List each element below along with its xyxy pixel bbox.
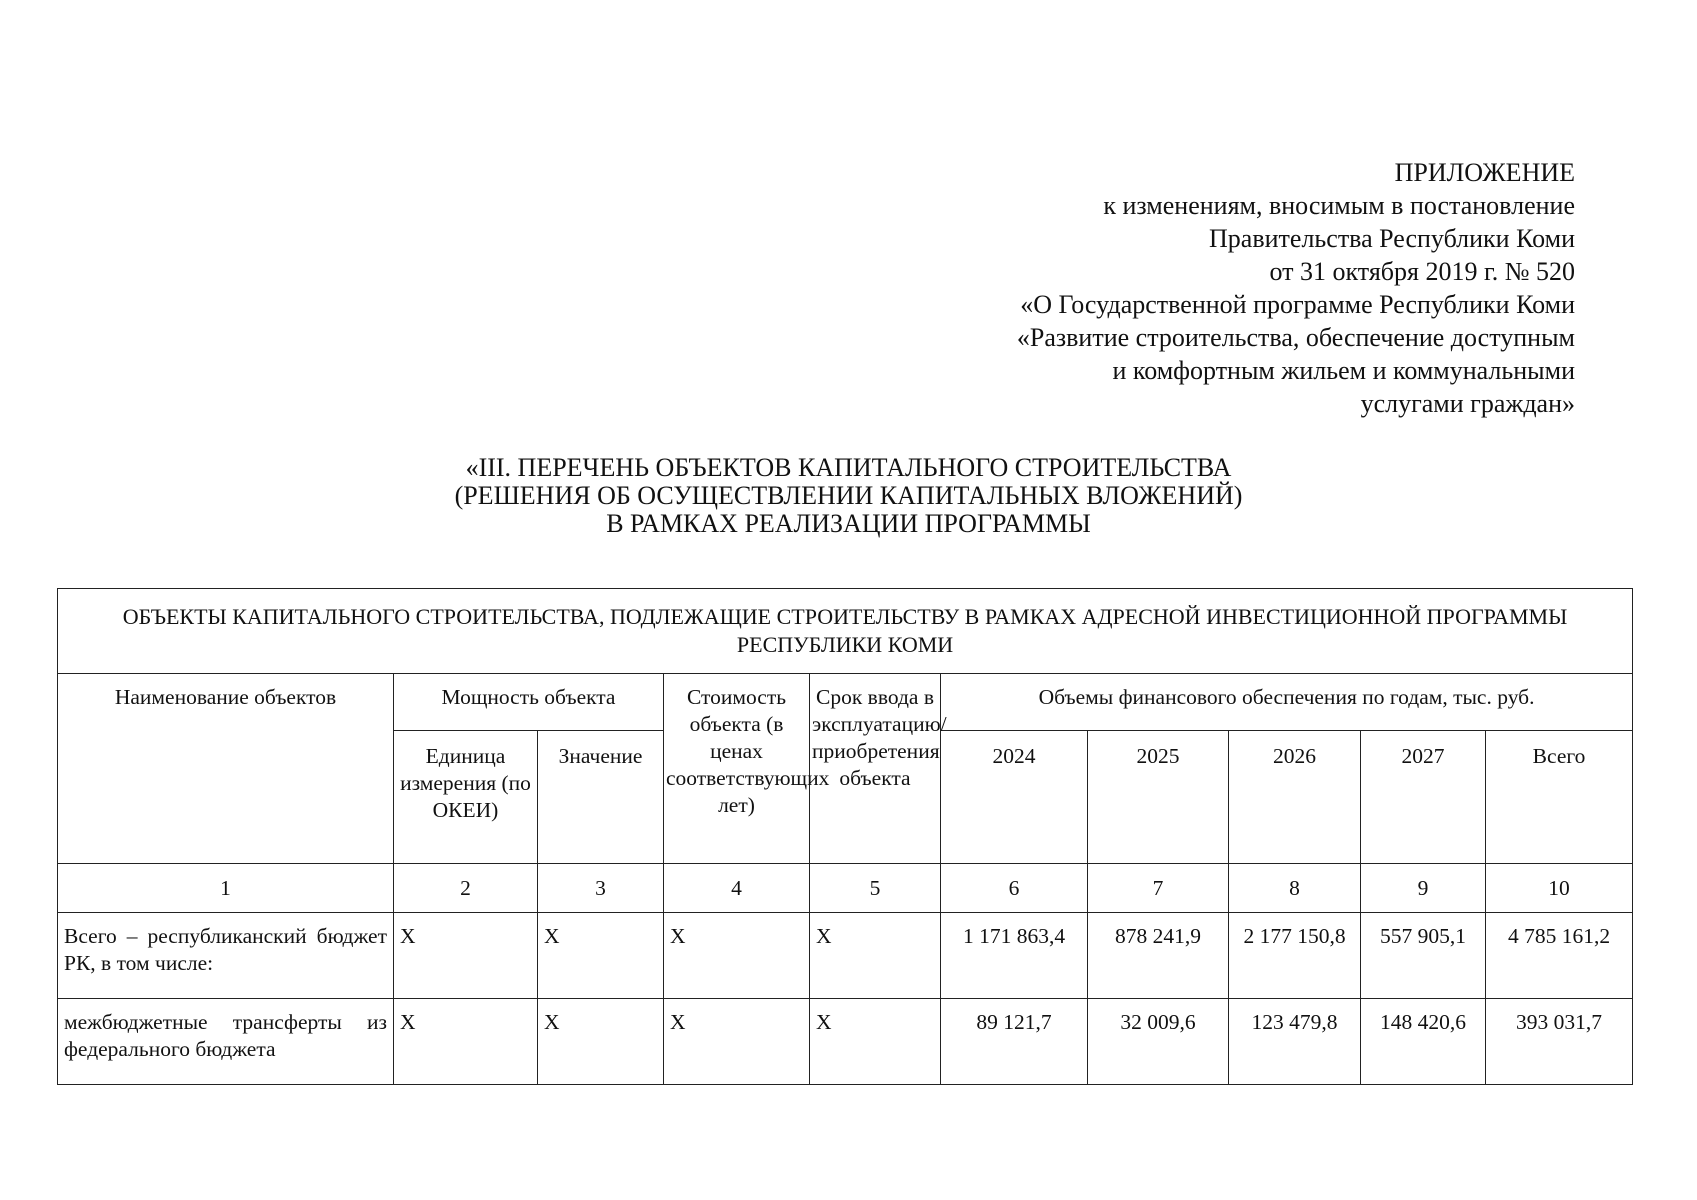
- column-number: 10: [1486, 864, 1633, 913]
- table-banner: ОБЪЕКТЫ КАПИТАЛЬНОГО СТРОИТЕЛЬСТВА, ПОДЛЕЖАЩИЕ СТРОИТЕЛЬСТВУ В РАМКАХ АДРЕСНОЙ ИНВЕСТИЦИОННОЙ ПРОГРАММЫ РЕСПУБЛИКИ КОМИ: [58, 589, 1633, 674]
- header-year-2027: 2027: [1361, 731, 1486, 864]
- table-header-row: [58, 674, 1633, 731]
- row-value: Х: [538, 999, 664, 1085]
- header-total: Всего: [1486, 731, 1633, 864]
- column-number: 6: [941, 864, 1088, 913]
- row-2024: 1 171 863,4: [941, 913, 1088, 999]
- column-number: 9: [1361, 864, 1486, 913]
- row-2026: 123 479,8: [1229, 999, 1361, 1085]
- header-term: Срок ввода в эксплуатацию/приобретения объекта: [810, 674, 941, 864]
- column-number: 8: [1229, 864, 1361, 913]
- appendix-header: [1017, 156, 1575, 420]
- appendix-line: ПРИЛОЖЕНИЕ: [1394, 158, 1575, 187]
- appendix-line: «Развитие строительства, обеспечение доступным: [1016, 323, 1575, 352]
- header-year-2024: 2024: [941, 731, 1088, 864]
- row-name: межбюджетные трансферты из федерального бюджета: [58, 999, 394, 1085]
- table-banner-row: [58, 589, 1633, 674]
- appendix-line: «О Государственной программе Республики Коми: [1020, 290, 1575, 319]
- appendix-line: Правительства Республики Коми: [1209, 224, 1575, 253]
- section-title-line: «III. ПЕРЕЧЕНЬ ОБЪЕКТОВ КАПИТАЛЬНОГО СТРОИТЕЛЬСТВА: [465, 453, 1232, 482]
- appendix-line: от 31 октября 2019 г. № 520: [1269, 257, 1575, 286]
- table-row: [58, 999, 1633, 1085]
- row-value: Х: [538, 913, 664, 999]
- row-unit: Х: [394, 999, 538, 1085]
- row-2026: 2 177 150,8: [1229, 913, 1361, 999]
- row-2025: 878 241,9: [1088, 913, 1229, 999]
- row-cost: Х: [664, 999, 810, 1085]
- column-number: 5: [810, 864, 941, 913]
- row-unit: Х: [394, 913, 538, 999]
- column-number: 1: [58, 864, 394, 913]
- section-title-line: В РАМКАХ РЕАЛИЗАЦИИ ПРОГРАММЫ: [606, 509, 1091, 538]
- row-2027: 148 420,6: [1361, 999, 1486, 1085]
- header-unit: Единица измерения (по ОКЕИ): [394, 731, 538, 864]
- row-2027: 557 905,1: [1361, 913, 1486, 999]
- header-value: Значение: [538, 731, 664, 864]
- row-2025: 32 009,6: [1088, 999, 1229, 1085]
- section-title: [0, 454, 1697, 538]
- row-2024: 89 121,7: [941, 999, 1088, 1085]
- column-number: 2: [394, 864, 538, 913]
- column-number: 3: [538, 864, 664, 913]
- header-year-2025: 2025: [1088, 731, 1229, 864]
- appendix-line: к изменениям, вносимым в постановление: [1103, 191, 1575, 220]
- header-finance: Объемы финансового обеспечения по годам, тыс. руб.: [941, 674, 1633, 731]
- row-name: Всего – республиканский бюджет РК, в том числе:: [58, 913, 394, 999]
- header-capacity: Мощность объекта: [394, 674, 664, 731]
- appendix-line: услугами граждан»: [1360, 389, 1575, 418]
- table-row: [58, 913, 1633, 999]
- row-term: Х: [810, 913, 941, 999]
- column-number: 7: [1088, 864, 1229, 913]
- capital-construction-table: [57, 588, 1633, 1085]
- column-number-row: [58, 864, 1633, 913]
- header-name: Наименование объектов: [58, 674, 394, 864]
- row-total: 393 031,7: [1486, 999, 1633, 1085]
- row-term: Х: [810, 999, 941, 1085]
- header-year-2026: 2026: [1229, 731, 1361, 864]
- row-total: 4 785 161,2: [1486, 913, 1633, 999]
- appendix-line: и комфортным жильем и коммунальными: [1112, 356, 1575, 385]
- column-number: 4: [664, 864, 810, 913]
- section-title-line: (РЕШЕНИЯ ОБ ОСУЩЕСТВЛЕНИИ КАПИТАЛЬНЫХ ВЛОЖЕНИЙ): [454, 481, 1243, 510]
- row-cost: Х: [664, 913, 810, 999]
- header-cost: Стоимость объекта (в ценах соответствующих лет): [664, 674, 810, 864]
